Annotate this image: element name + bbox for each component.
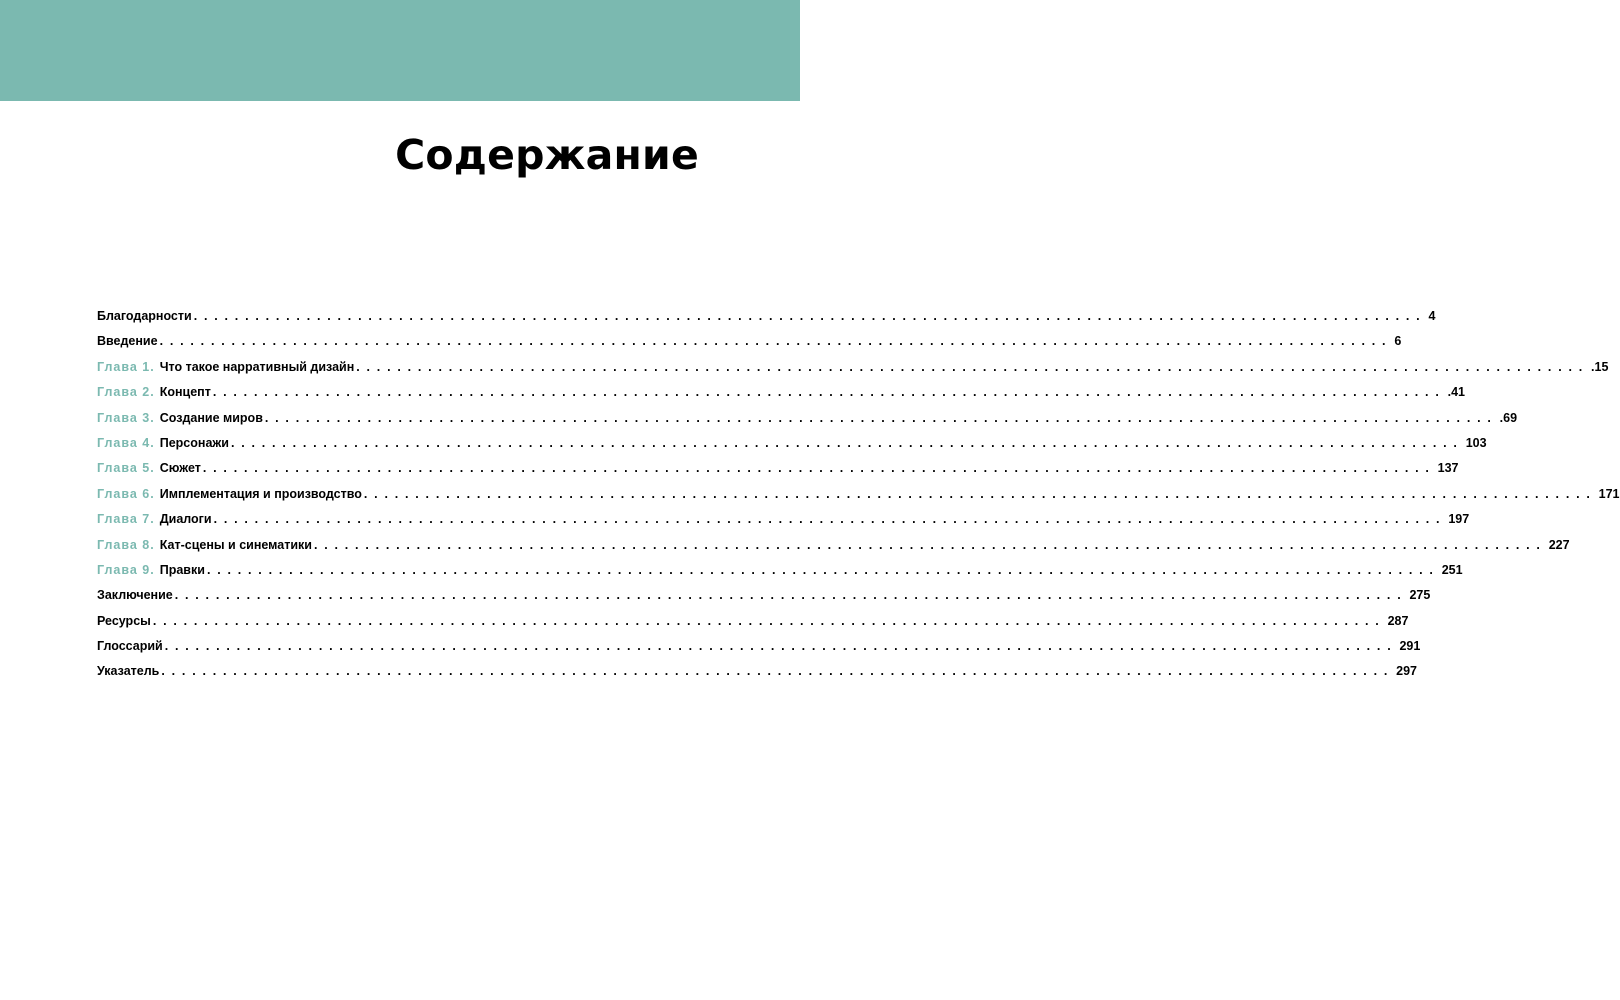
- toc-entry-title: Глоссарий: [97, 639, 163, 654]
- toc-page-number: 287: [1387, 613, 1409, 628]
- toc-entry[interactable]: [97, 410, 1518, 436]
- dot-leader: ........................................................................................................................: [164, 639, 1398, 654]
- toc-entry[interactable]: [97, 562, 1463, 588]
- toc-page-number: 297: [1396, 664, 1417, 679]
- toc-entry[interactable]: [97, 588, 1431, 613]
- toc-page-number: 291: [1399, 639, 1421, 654]
- toc-page-number: 227: [1548, 537, 1570, 552]
- toc-entry[interactable]: [97, 486, 1620, 512]
- toc-entry-title: Указатель: [97, 664, 160, 679]
- dot-leader: ........................................................................................................................: [213, 512, 1447, 527]
- toc-entry[interactable]: [97, 385, 1465, 410]
- toc-entry[interactable]: [97, 309, 1436, 334]
- toc-entry-title: Кат-сцены и синематики: [159, 537, 312, 552]
- toc-entry[interactable]: [97, 537, 1570, 563]
- toc-chapter-prefix: Глава 4.: [97, 435, 155, 450]
- toc-page-number: 6: [1394, 334, 1402, 349]
- toc-entry-title: Благодарности: [97, 309, 192, 323]
- toc-entry-title: Введение: [97, 334, 158, 349]
- toc-page-number: 275: [1409, 588, 1431, 603]
- dot-leader: ........................................................................................................................: [202, 461, 1436, 476]
- toc-entry[interactable]: [97, 639, 1421, 664]
- toc-entry[interactable]: [97, 512, 1470, 537]
- dot-leader: ........................................................................................................................: [152, 613, 1386, 628]
- dot-leader: ........................................................................................................................: [264, 410, 1498, 425]
- toc-entry-title: Сюжет: [159, 461, 201, 476]
- toc-chapter-prefix: Глава 6.: [97, 486, 155, 501]
- dot-leader: ........................................................................................................................: [230, 435, 1464, 450]
- dot-leader: ........................................................................................................................: [212, 385, 1446, 400]
- toc-entry[interactable]: [97, 664, 1417, 689]
- toc-page-number: 103: [1465, 435, 1487, 450]
- header-band: [0, 0, 800, 101]
- toc-chapter-prefix: Глава 8.: [97, 537, 155, 552]
- toc-entry-title: Персонажи: [159, 435, 229, 450]
- toc-page-number: 197: [1448, 512, 1470, 527]
- toc-entry-title: Диалоги: [159, 512, 212, 527]
- toc-page-number: .15: [1591, 359, 1609, 374]
- dot-leader: ........................................................................................................................: [313, 537, 1547, 552]
- toc-entry[interactable]: [97, 461, 1459, 486]
- toc-chapter-prefix: Глава 9.: [97, 562, 155, 577]
- toc-entry-title: Концепт: [159, 385, 211, 400]
- toc-page-number: 171: [1598, 486, 1620, 501]
- toc-chapter-prefix: Глава 2.: [97, 385, 155, 400]
- toc-entry-title: Создание миров: [159, 410, 263, 425]
- dot-leader: ........................................................................................................................: [174, 588, 1408, 603]
- toc-entry-title: Что такое нарративный дизайн: [159, 359, 355, 374]
- toc-entry-title: Ресурсы: [97, 613, 151, 628]
- toc-entry[interactable]: [97, 435, 1487, 461]
- toc-entry[interactable]: [97, 613, 1409, 639]
- dot-leader: ........................................................................................................................: [159, 334, 1393, 349]
- toc-entry-title: Имплементация и производство: [159, 486, 362, 501]
- dot-leader: ........................................................................................................................: [356, 359, 1590, 374]
- dot-leader: ........................................................................................................................: [193, 309, 1427, 323]
- toc-page-number: .41: [1447, 385, 1465, 400]
- toc-chapter-prefix: Глава 7.: [97, 512, 155, 527]
- toc-page-number: .69: [1499, 410, 1518, 425]
- toc-page-number: 4: [1428, 309, 1436, 323]
- page-title: Содержание: [395, 131, 699, 179]
- toc-page-number: 251: [1441, 562, 1463, 577]
- toc-chapter-prefix: Глава 3.: [97, 410, 155, 425]
- toc-chapter-prefix: Глава 5.: [97, 461, 155, 476]
- dot-leader: ........................................................................................................................: [206, 562, 1440, 577]
- dot-leader: ........................................................................................................................: [363, 486, 1597, 501]
- toc-entry-title: Заключение: [97, 588, 173, 603]
- dot-leader: ........................................................................................................................: [161, 664, 1395, 679]
- toc-chapter-prefix: Глава 1.: [97, 359, 155, 374]
- table-of-contents: [97, 309, 1620, 690]
- toc-entry[interactable]: [97, 334, 1402, 359]
- toc-entry-title: Правки: [159, 562, 205, 577]
- toc-page-number: 137: [1437, 461, 1459, 476]
- toc-entry[interactable]: [97, 359, 1609, 385]
